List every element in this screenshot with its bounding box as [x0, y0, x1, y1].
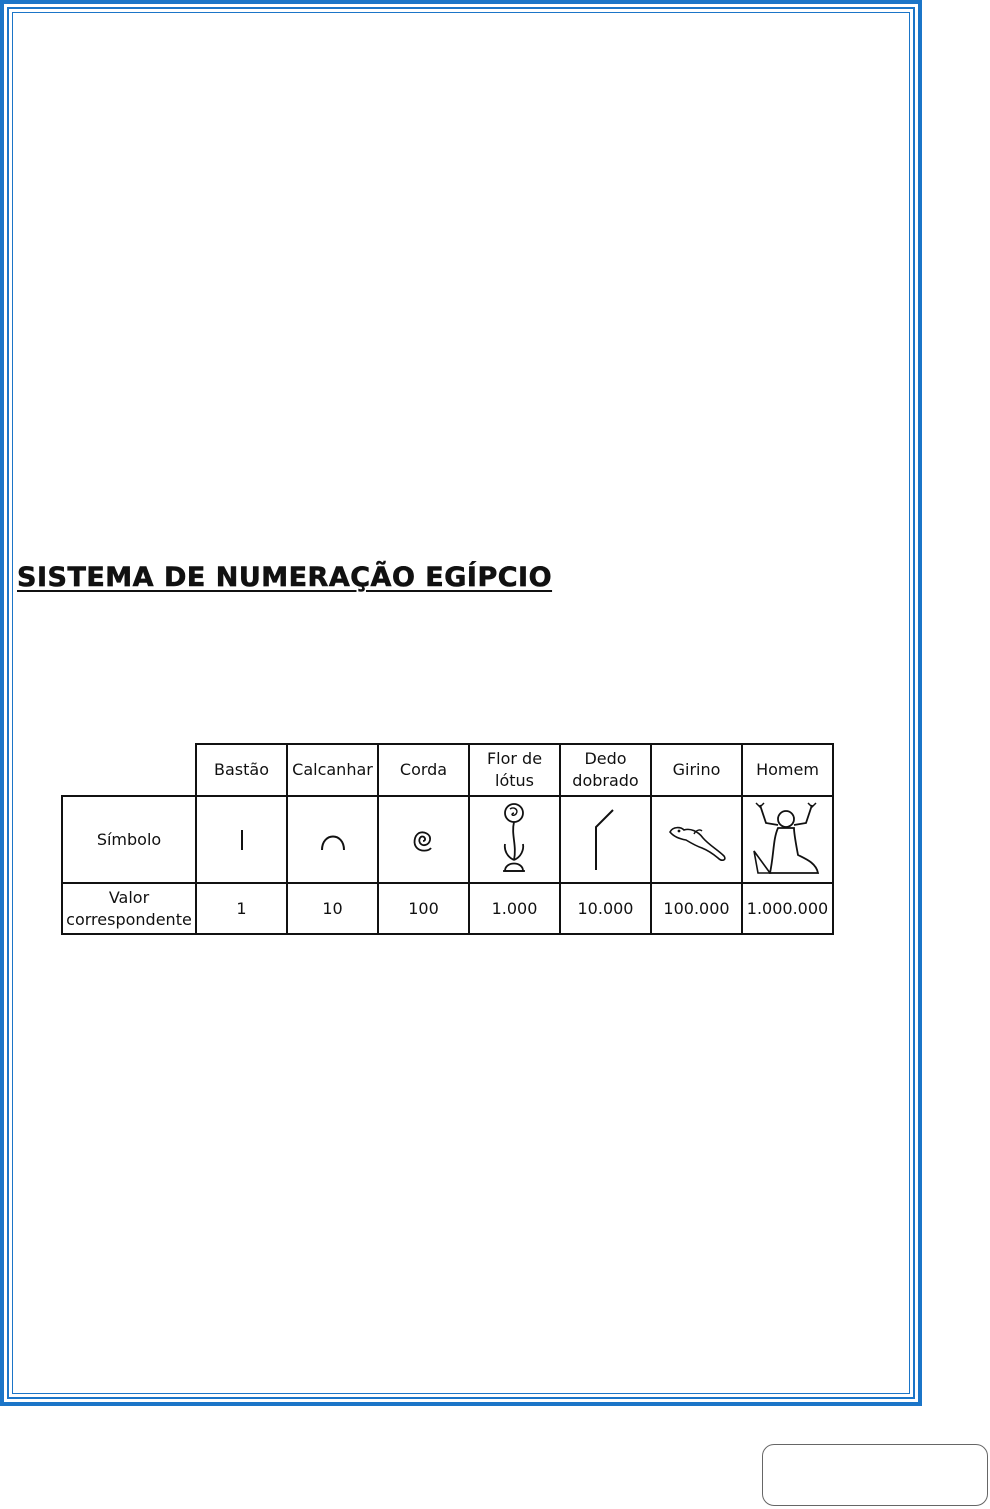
header-cell-label: Flor de lótus: [486, 749, 543, 790]
value-cell: 1.000.000: [742, 883, 833, 934]
value-cell: 10.000: [560, 883, 651, 934]
table-symbol-row: [62, 796, 833, 883]
symbol-cell: [196, 796, 287, 883]
header-cell: [560, 744, 651, 796]
row-header-value: Valor correspondente: [62, 883, 196, 934]
header-cell: Calcanhar: [287, 744, 378, 796]
symbol-cell: [469, 796, 560, 883]
table-corner-cell: [62, 744, 196, 796]
heel-icon: [313, 820, 353, 860]
symbol-cell: [742, 796, 833, 883]
symbol-cell: [287, 796, 378, 883]
value-cell: 10: [287, 883, 378, 934]
page-number-box: [762, 1444, 988, 1506]
value-cell: 1: [196, 883, 287, 934]
table-header-row: [62, 744, 833, 796]
header-cell: Homem: [742, 744, 833, 796]
header-cell: Bastão: [196, 744, 287, 796]
symbol-cell: [560, 796, 651, 883]
header-cell: Girino: [651, 744, 742, 796]
symbol-cell: [651, 796, 742, 883]
symbol-cell: [378, 796, 469, 883]
tadpole-icon: [662, 810, 732, 870]
value-cell: 100: [378, 883, 469, 934]
header-cell: [469, 744, 560, 796]
bent-finger-icon: [581, 800, 631, 880]
row-header-symbol: Símbolo: [62, 796, 196, 883]
egyptian-numerals-table: [61, 743, 834, 935]
header-cell: Corda: [378, 744, 469, 796]
value-cell: 1.000: [469, 883, 560, 934]
staff-icon: [227, 820, 257, 860]
rope-coil-icon: [404, 820, 444, 860]
lotus-flower-icon: [490, 800, 540, 880]
page-border-inner-line: [12, 12, 910, 1394]
kneeling-man-icon: [748, 799, 828, 881]
table-value-row: [62, 883, 833, 934]
section-heading: SISTEMA DE NUMERAÇÃO EGÍPCIO: [17, 562, 553, 593]
value-cell: 100.000: [651, 883, 742, 934]
header-cell-label: Dedo dobrado: [572, 749, 639, 790]
